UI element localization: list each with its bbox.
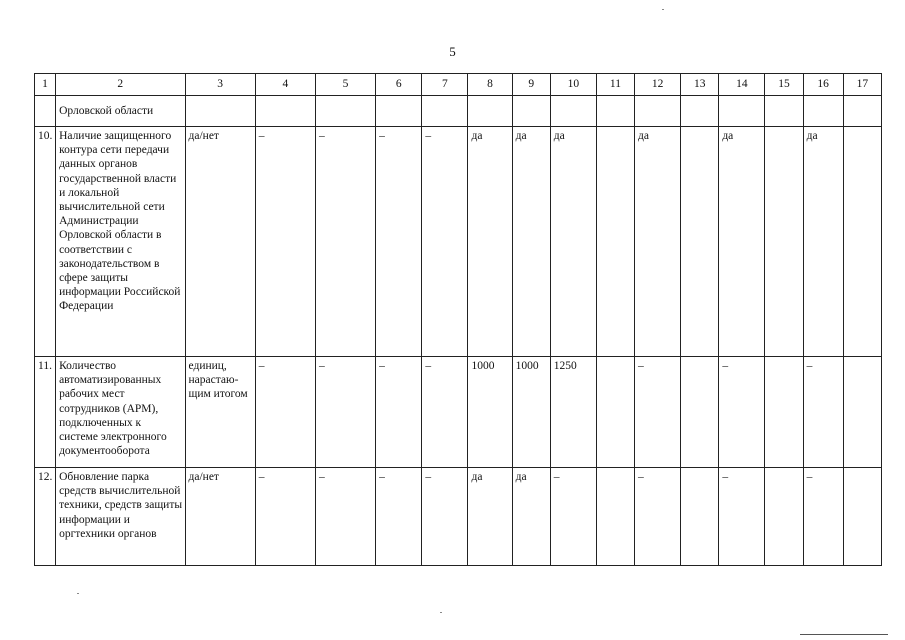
row-number-cell: 11. [35, 357, 56, 468]
indicators-table [34, 73, 882, 566]
value-cell: – [550, 468, 596, 566]
value-cell: да [468, 468, 512, 566]
value-cell: – [255, 127, 315, 357]
scan-speck [440, 612, 442, 613]
header-cell: 16 [803, 74, 843, 96]
value-cell [681, 357, 719, 468]
table-cell [803, 96, 843, 127]
value-cell: – [719, 357, 765, 468]
header-cell: 4 [255, 74, 315, 96]
unit-cell: единиц, нарастаю-щим итогом [185, 357, 255, 468]
table-row [35, 468, 882, 566]
header-cell: 14 [719, 74, 765, 96]
value-cell [596, 468, 634, 566]
value-cell: – [635, 468, 681, 566]
table-cell [376, 96, 422, 127]
table-cell [719, 96, 765, 127]
value-cell [765, 127, 803, 357]
value-cell: – [315, 468, 375, 566]
indicator-name-cell: Обновление парка средств вычислительной техники, средств защиты информации и оргтехники органов [56, 468, 185, 566]
value-cell: 1250 [550, 357, 596, 468]
header-cell: 2 [56, 74, 185, 96]
value-cell [681, 127, 719, 357]
header-cell: 8 [468, 74, 512, 96]
value-cell: – [635, 357, 681, 468]
value-cell [596, 127, 634, 357]
header-cell: 15 [765, 74, 803, 96]
value-cell: – [422, 357, 468, 468]
value-cell: – [255, 357, 315, 468]
unit-cell: да/нет [185, 127, 255, 357]
value-cell: да [468, 127, 512, 357]
value-cell: – [315, 127, 375, 357]
scan-line [800, 634, 888, 635]
row-number-cell: 10. [35, 127, 56, 357]
table-cell [765, 96, 803, 127]
value-cell: 1000 [512, 357, 550, 468]
value-cell: – [315, 357, 375, 468]
table-row [35, 127, 882, 357]
table-cell [315, 96, 375, 127]
value-cell: – [422, 127, 468, 357]
header-cell: 3 [185, 74, 255, 96]
table-cell [550, 96, 596, 127]
table-cell [185, 96, 255, 127]
value-cell: да [719, 127, 765, 357]
value-cell [765, 468, 803, 566]
value-cell [596, 357, 634, 468]
header-cell: 5 [315, 74, 375, 96]
indicator-name-cell: Орловской области [56, 96, 185, 127]
value-cell: – [255, 468, 315, 566]
scan-speck [662, 9, 664, 10]
value-cell: – [803, 357, 843, 468]
indicator-name-cell: Наличие защищенного контура сети передачи данных органов государственной власти и локальной вычислительной сети Администрации Орловской области в соответствии с законодательством в сфере защиты информации Российской Федерации [56, 127, 185, 357]
header-cell: 7 [422, 74, 468, 96]
value-cell: – [719, 468, 765, 566]
page-number: 5 [449, 44, 456, 59]
value-cell: 1000 [468, 357, 512, 468]
table-cell [843, 96, 881, 127]
table-header-row [35, 74, 882, 96]
value-cell: – [376, 468, 422, 566]
value-cell [843, 357, 881, 468]
table-cell [635, 96, 681, 127]
value-cell: – [803, 468, 843, 566]
header-cell: 11 [596, 74, 634, 96]
value-cell [843, 468, 881, 566]
row-number-cell: 12. [35, 468, 56, 566]
header-cell: 1 [35, 74, 56, 96]
indicator-name-cell: Количество автоматизированных рабочих мест сотрудников (АРМ), подключенных к системе электронного документооборота [56, 357, 185, 468]
scan-speck [77, 593, 79, 594]
value-cell [765, 357, 803, 468]
table-cell [468, 96, 512, 127]
table-cell [422, 96, 468, 127]
value-cell [843, 127, 881, 357]
value-cell: да [512, 468, 550, 566]
table-row-continuation [35, 96, 882, 127]
value-cell: – [376, 357, 422, 468]
header-cell: 12 [635, 74, 681, 96]
value-cell: да [803, 127, 843, 357]
header-cell: 9 [512, 74, 550, 96]
row-number-cell [35, 96, 56, 127]
value-cell: – [376, 127, 422, 357]
header-cell: 17 [843, 74, 881, 96]
header-cell: 13 [681, 74, 719, 96]
header-cell: 10 [550, 74, 596, 96]
table-cell [681, 96, 719, 127]
table-cell [512, 96, 550, 127]
value-cell [681, 468, 719, 566]
table-cell [255, 96, 315, 127]
table-row [35, 357, 882, 468]
unit-cell: да/нет [185, 468, 255, 566]
value-cell: да [512, 127, 550, 357]
table-cell [596, 96, 634, 127]
header-cell: 6 [376, 74, 422, 96]
value-cell: да [635, 127, 681, 357]
value-cell: – [422, 468, 468, 566]
value-cell: да [550, 127, 596, 357]
